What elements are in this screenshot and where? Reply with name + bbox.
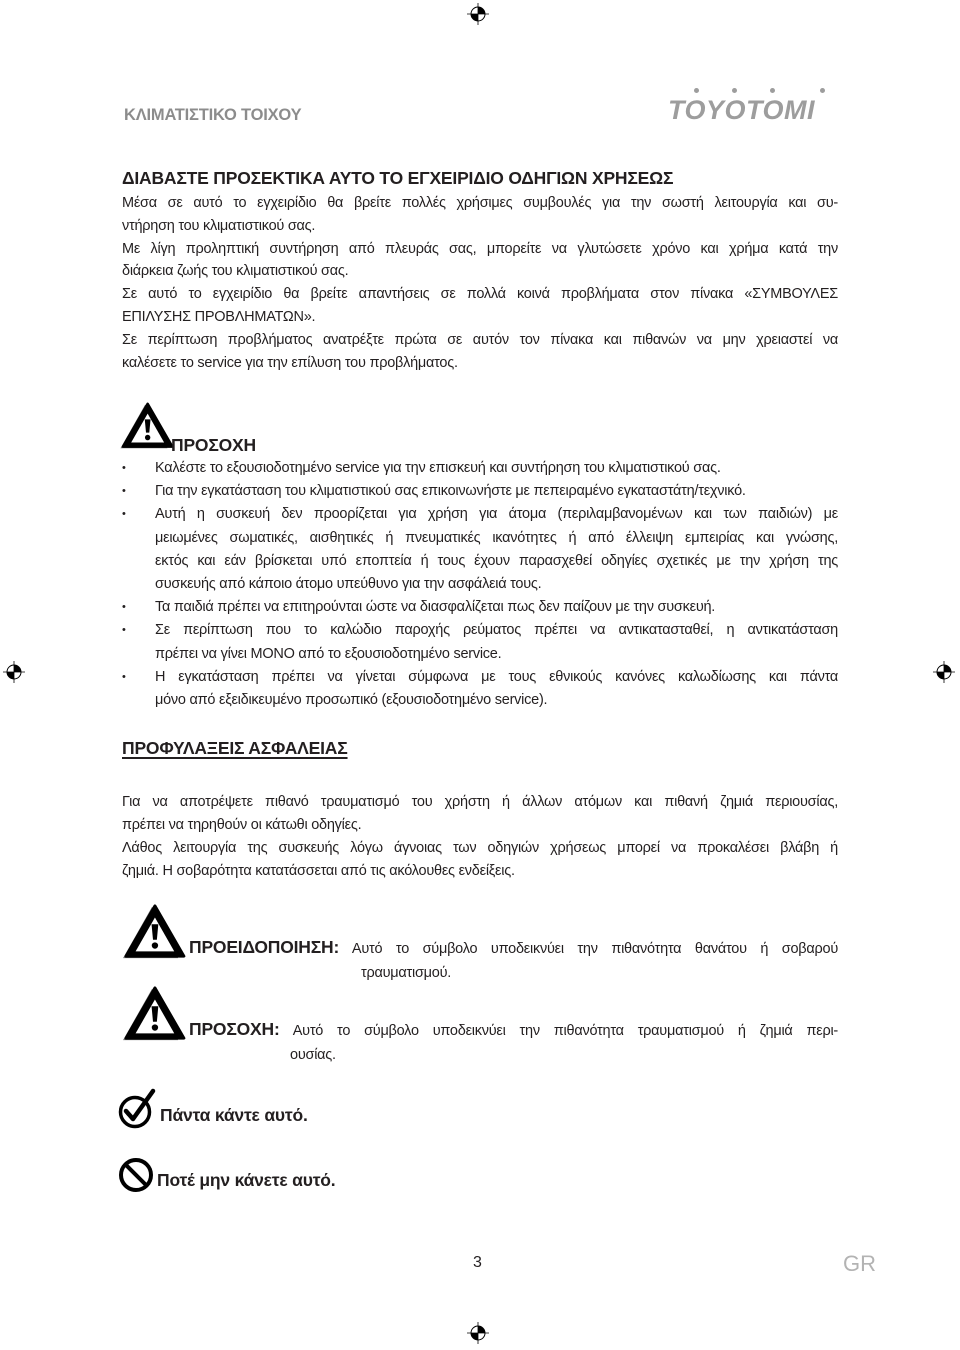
bullet: • (122, 462, 126, 474)
registration-mark-icon (933, 661, 955, 683)
text-line: συσκευής από κάποιο άτομο υπεύθυνο για την ασφάλειά τους. (155, 576, 542, 593)
list-item (122, 480, 838, 503)
text-line: πρέπει να τηρηθούν οι κάτωθι οδηγίες. (122, 817, 362, 833)
list-item (122, 666, 838, 712)
text-line: πρέπει να γίνει ΜΟΝΟ από το εξουσιοδοτημένο service. (155, 645, 502, 662)
caution-title: ΠΡΟΣΟΧΗ (171, 435, 256, 455)
text-line: μειωμένες σωματικές, αισθητικές ή πνευματικές ικανότητες ή από έλλειψη εμπειρίας και γνώσης, (155, 529, 838, 546)
list-item (122, 596, 838, 619)
text-line: Λάθος λειτουργία της συσκευής λόγω άγνοιας των οδηγιών χρήσεως μπορεί να προκαλέσει βλάβη ή (122, 840, 838, 856)
caution-symbol-description (189, 1017, 838, 1067)
text-line: εκτός και εάν βρίσκεται υπό εποπτεία ή τους έχουν παρασχεθεί οδηγίες σχετικές με την χρήση της (155, 552, 838, 569)
logo-text: TOYOTOMI (668, 95, 816, 125)
text-line (189, 1017, 838, 1043)
text-line: καλέσετε το service για την επίλυση του προβλήματος. (122, 354, 458, 371)
text-line: Σε αυτό το εγχειρίδιο θα βρείτε απαντήσεις σε πολλά κοινά προβλήματα στον πίνακα «ΣΥΜΒΟΥΛΕΣ (122, 286, 838, 303)
header-title: ΚΛΙΜΑΤΙΣΤΙΚΟ ΤΟΙΧΟΥ (124, 106, 302, 124)
caution-list (122, 457, 838, 712)
logo-dot (820, 88, 825, 93)
caution-label: ΠΡΟΣΟΧΗ: (189, 1019, 280, 1039)
text-line: ΕΠΙΛΥΣΗΣ ΠΡΟΒΛΗΜΑΤΩΝ». (122, 308, 316, 325)
prohibited-icon (118, 1157, 154, 1193)
text-line: Η εγκατάσταση πρέπει να γίνεται σύμφωνα με τους εθνικούς κανόνες καλωδίωσης και πάντα (155, 668, 838, 685)
logo-dot (732, 88, 737, 93)
registration-mark-icon (3, 661, 25, 683)
text-line: Καλέστε το εξουσιοδοτημένο service για την επισκευή και συντήρηση του κλιματιστικού σας. (155, 460, 721, 476)
list-item (122, 457, 838, 480)
text-line: διάρκεια ζωής του κλιματιστικού σας. (122, 263, 349, 280)
warning-triangle-icon (118, 397, 174, 455)
warning-symbol-description (189, 935, 838, 985)
text-line: Σε περίπτωση προβλήματος ανατρέξτε πρώτα σε αυτόν τον πίνακα και πιθανών να μην χρειαστεί να (122, 331, 838, 348)
registration-mark-icon (467, 3, 489, 25)
dont-label: Ποτέ μην κάνετε αυτό. (157, 1170, 336, 1190)
bullet: • (122, 624, 126, 637)
text-line: Για την εγκατάσταση του κλιματιστικού σας επικοινωνήστε με πεπειραμένο εγκαταστάτη/τεχνικό. (155, 483, 746, 500)
bullet: • (122, 670, 126, 683)
warning-triangle-icon (119, 985, 187, 1043)
warning-triangle-icon (119, 903, 187, 961)
caution-text: Αυτό το σύμβολο υποδεικνύει την πιθανότητα τραυματισμού ή ζημιά περι- (292, 1023, 838, 1039)
check-icon (117, 1087, 159, 1131)
page-number: 3 (473, 1254, 482, 1271)
safety-text (122, 791, 838, 883)
bullet: • (122, 508, 126, 521)
text-line: Τα παιδιά πρέπει να επιτηρούνται ώστε να διασφαλίζεται πως δεν παίζουν με την συσκευή. (155, 599, 716, 616)
text-line (189, 935, 838, 961)
list-item (122, 619, 838, 665)
safety-title: ΠΡΟΦΥΛΑΞΕΙΣ ΑΣΦΑΛΕΙΑΣ (122, 738, 348, 758)
text-line: μόνο από εξειδικευμένο προσωπικό (εξουσιοδοτημένο service). (155, 692, 548, 709)
bullet: • (122, 485, 126, 498)
text-line: τραυματισμού. (361, 965, 452, 981)
language-code: GR (843, 1251, 876, 1276)
text-line: ζημιά. Η σοβαρότητα κατατάσσεται από τις ακόλουθες ενδείξεις. (122, 863, 515, 879)
intro-title: ΔΙΑΒΑΣΤΕ ΠΡΟΣΕΚΤΙΚΑ ΑΥΤΟ ΤΟ ΕΓΧΕΙΡΙΔΙΟ ΟΔΗΓΙΩΝ ΧΡΗΣΕΩΣ (122, 168, 674, 188)
brand-logo (668, 86, 838, 128)
intro-text (122, 192, 838, 374)
logo-dot (770, 88, 775, 93)
list-item (122, 503, 838, 596)
text-line: ουσίας. (290, 1047, 336, 1063)
text-line: ντήρηση του κλιματιστικού σας. (122, 217, 316, 234)
warning-label: ΠΡΟΕΙΔΟΠΟΙΗΣΗ: (189, 937, 340, 957)
registration-mark-icon (467, 1322, 489, 1344)
text-line: Για να αποτρέψετε πιθανό τραυματισμό του χρήστη ή άλλων ατόμων και πιθανή ζημιά περιουσίας, (122, 794, 838, 810)
text-line: Με λίγη προληπτική συντήρηση από πλευράς σας, μπορείτε να γλυτώσετε χρόνο και χρήμα κατά την (122, 240, 838, 257)
warning-text: Αυτό το σύμβολο υποδεικνύει την πιθανότητα θανάτου ή σοβαρού (351, 941, 838, 957)
logo-dot (694, 88, 699, 93)
text-line: Μέσα σε αυτό το εγχειρίδιο θα βρείτε πολλές χρήσιμες συμβουλές για την σωστή λειτουργία και συ- (122, 195, 838, 211)
do-label: Πάντα κάντε αυτό. (160, 1105, 308, 1125)
bullet: • (122, 601, 126, 614)
text-line: Αυτή η συσκευή δεν προορίζεται για χρήση για άτομα (περιλαμβανομένων και των παιδιών) με (155, 506, 838, 523)
text-line: Σε περίπτωση που το καλώδιο παροχής ρεύματος πρέπει να αντικατασταθεί, η αντικατάσταση (155, 622, 838, 639)
